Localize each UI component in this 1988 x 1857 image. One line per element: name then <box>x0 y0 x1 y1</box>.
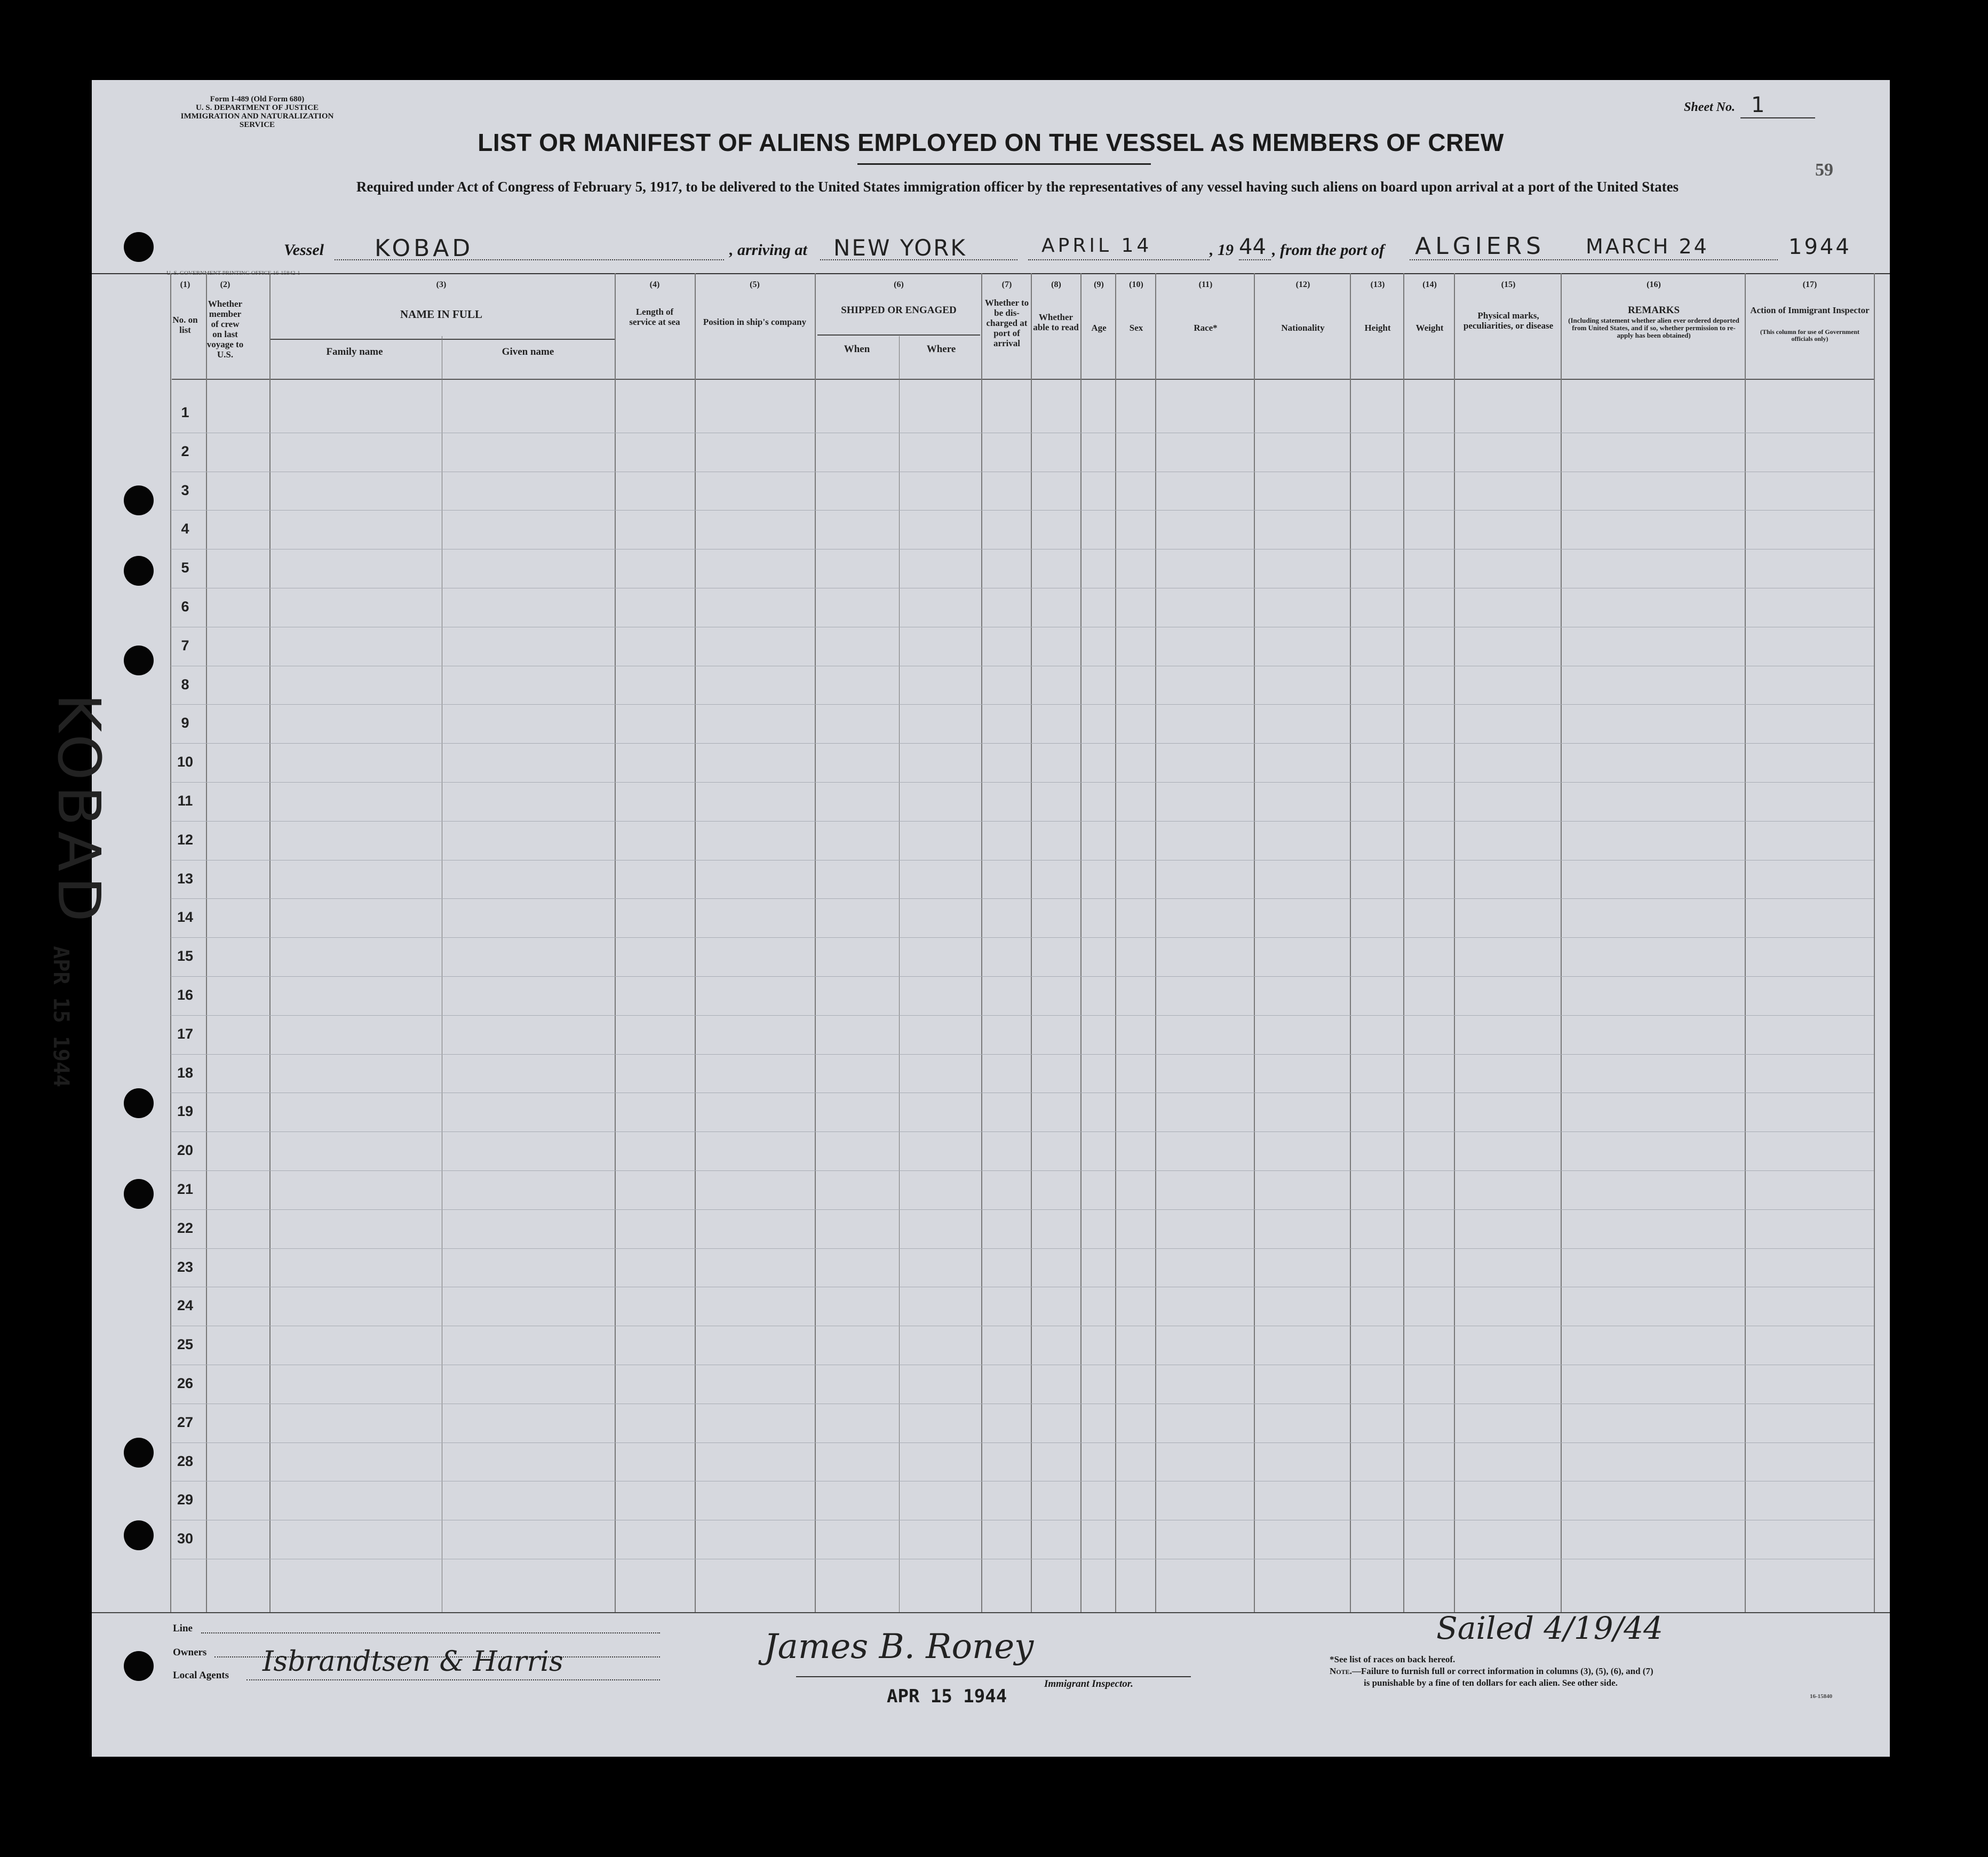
row-number: 26 <box>177 1375 194 1391</box>
row-rule <box>171 743 1874 744</box>
header-inspector-note: (This column for use of Government officials only) <box>1760 328 1860 342</box>
header-remarks: REMARKS <box>1627 305 1680 316</box>
row-number: 10 <box>177 754 194 770</box>
form-id-line: IMMIGRATION AND NATURALIZATION SERVICE <box>180 112 334 129</box>
form-id-line: Form I-489 (Old Form 680) <box>210 95 305 103</box>
footer-notes <box>1330 1654 1863 1689</box>
header-sex: Sex <box>1129 323 1143 333</box>
column-number: (14) <box>1422 280 1437 289</box>
note-text-1: —Failure to furnish full or correct information in columns (3), (5), (6), and (7) <box>1351 1666 1653 1676</box>
header-length-of-service: Length of service at sea <box>629 307 680 327</box>
margin-stamp <box>45 694 113 1174</box>
header-shipped-engaged: SHIPPED OR ENGAGED <box>841 305 957 316</box>
vessel-name: KOBAD <box>375 235 474 262</box>
row-number: 7 <box>181 637 189 653</box>
page-number: 59 <box>1815 160 1833 180</box>
row-rule <box>171 1209 1874 1210</box>
header-remarks-note: (Including statement whether alien ever ordered deported from United States, and if so, whether permission to re-apply has been obtained) <box>1568 316 1739 339</box>
row-number: 6 <box>181 599 189 615</box>
from-port-label: , from the port of <box>1272 241 1385 259</box>
row-number: 27 <box>177 1414 194 1430</box>
column-number: (15) <box>1501 280 1516 289</box>
manifest-sheet <box>45 80 1890 1757</box>
local-agents-signature: Isbrandtsen & Harris <box>263 1646 563 1678</box>
inspector-date-stamp: APR 15 1944 <box>887 1686 1007 1707</box>
column-number: (8) <box>1051 280 1061 289</box>
sheet-label: Sheet No. <box>1684 100 1735 114</box>
header-member-last-voyage: Whether member of crew on last voyage to U.S. <box>206 299 244 360</box>
header-nationality: Nationality <box>1281 323 1325 333</box>
arrival-year: 44 <box>1239 235 1266 259</box>
races-note: *See list of races on back hereof. <box>1330 1654 1456 1664</box>
column-number: (12) <box>1295 280 1310 289</box>
row-number: 19 <box>177 1103 194 1120</box>
row-rule <box>171 704 1874 705</box>
column-number: (17) <box>1802 280 1817 289</box>
column-number: (9) <box>1094 280 1104 289</box>
row-number: 3 <box>181 482 189 498</box>
row-number: 9 <box>181 715 189 731</box>
column-number: (7) <box>1001 280 1012 289</box>
line-label: Line <box>173 1623 193 1634</box>
row-rule <box>171 510 1874 511</box>
header-no-on-list: No. on list <box>172 315 198 335</box>
column-number: (2) <box>220 280 230 289</box>
column-number: (11) <box>1198 280 1213 289</box>
row-number: 30 <box>177 1531 194 1547</box>
column-number: (10) <box>1129 280 1143 289</box>
row-number: 14 <box>177 909 194 926</box>
from-port: ALGIERS <box>1415 233 1545 260</box>
form-id-line: U. S. DEPARTMENT OF JUSTICE <box>195 103 319 112</box>
arrival-date: APRIL 14 <box>1041 235 1152 257</box>
header-weight: Weight <box>1416 323 1444 333</box>
header-able-to-read: Whether able to read <box>1033 312 1079 332</box>
row-number: 23 <box>177 1258 194 1275</box>
row-number: 18 <box>177 1064 194 1081</box>
row-rule <box>171 1170 1874 1171</box>
header-age: Age <box>1091 323 1107 333</box>
inspector-signature: James B. Roney <box>764 1627 1034 1667</box>
column-number: (13) <box>1370 280 1385 289</box>
vessel-label: Vessel <box>284 241 324 259</box>
note-label: Note. <box>1330 1666 1352 1676</box>
row-number: 4 <box>181 521 189 537</box>
departure-date: MARCH 24 <box>1586 235 1709 258</box>
row-rule <box>171 937 1874 938</box>
row-rule <box>171 1054 1874 1055</box>
column-number: (6) <box>894 280 904 289</box>
row-rule <box>171 821 1874 822</box>
header-position: Position in ship's company <box>703 317 807 327</box>
row-rule <box>171 1131 1874 1132</box>
sailed-note: Sailed 4/19/44 <box>1436 1610 1663 1646</box>
header-given-name: Given name <box>502 346 554 357</box>
row-rule <box>171 976 1874 977</box>
local-agents-label: Local Agents <box>173 1670 229 1681</box>
header-family-name: Family name <box>326 346 383 357</box>
header-discharged: Whether to be dis- charged at port of arrival <box>984 298 1029 348</box>
document-subtitle: Required under Act of Congress of February 5, 1917, to be delivered to the United States immigration officer by the representatives of any vessel having such aliens on board upon arrival at a port of the United States <box>356 179 1679 195</box>
document-title: LIST OR MANIFEST OF ALIENS EMPLOYED ON THE VESSEL AS MEMBERS OF CREW <box>478 129 1504 156</box>
form-code: 16-15840 <box>1810 1693 1833 1700</box>
arriving-port: NEW YORK <box>833 235 967 261</box>
row-number: 12 <box>177 831 194 848</box>
sheet-number: 1 <box>1751 93 1765 117</box>
row-number: 2 <box>181 443 189 459</box>
owners-label: Owners <box>173 1647 207 1658</box>
column-number: (4) <box>649 280 660 289</box>
row-number: 20 <box>177 1142 194 1159</box>
header-height: Height <box>1364 323 1391 333</box>
departure-year: 1944 <box>1788 235 1851 259</box>
row-rule <box>171 1442 1874 1443</box>
header-inspector-action: Action of Immigrant Inspector <box>1750 305 1870 315</box>
row-number: 21 <box>177 1181 194 1197</box>
header-where: Where <box>926 344 956 355</box>
header-physical-marks: Physical marks, peculiarities, or disease <box>1463 310 1554 331</box>
row-number: 29 <box>177 1492 194 1508</box>
margin-vessel-name: KOBAD <box>45 694 113 928</box>
row-number: 16 <box>177 987 194 1003</box>
column-number: (3) <box>436 280 447 289</box>
header-name-in-full: NAME IN FULL <box>400 308 482 321</box>
arriving-label: , arriving at <box>729 241 807 259</box>
crew-table-body <box>92 80 1890 1757</box>
row-number: 11 <box>177 793 193 809</box>
row-number: 25 <box>177 1336 194 1353</box>
row-number: 22 <box>177 1220 194 1236</box>
note-text-2: is punishable by a fine of ten dollars for each alien. See other side. <box>1364 1678 1618 1688</box>
column-number: (16) <box>1647 280 1661 289</box>
column-number: (5) <box>750 280 760 289</box>
row-rule <box>171 782 1874 783</box>
row-rule <box>171 1248 1874 1249</box>
row-number: 8 <box>181 676 189 692</box>
row-number: 15 <box>177 948 194 965</box>
inspector-label: Immigrant Inspector. <box>1044 1678 1133 1689</box>
row-number: 1 <box>181 404 189 420</box>
header-race: Race* <box>1194 323 1218 333</box>
row-number: 24 <box>177 1297 194 1314</box>
row-number: 17 <box>177 1025 194 1042</box>
row-number: 28 <box>177 1453 194 1469</box>
header-when: When <box>844 344 870 355</box>
row-rule <box>171 1015 1874 1016</box>
year-prefix: , 19 <box>1210 241 1234 259</box>
row-rule <box>171 898 1874 899</box>
margin-date-stamp: APR 15 1944 <box>49 946 74 1088</box>
column-number: (1) <box>180 280 190 289</box>
row-number: 5 <box>181 560 189 576</box>
row-number: 13 <box>177 870 194 887</box>
